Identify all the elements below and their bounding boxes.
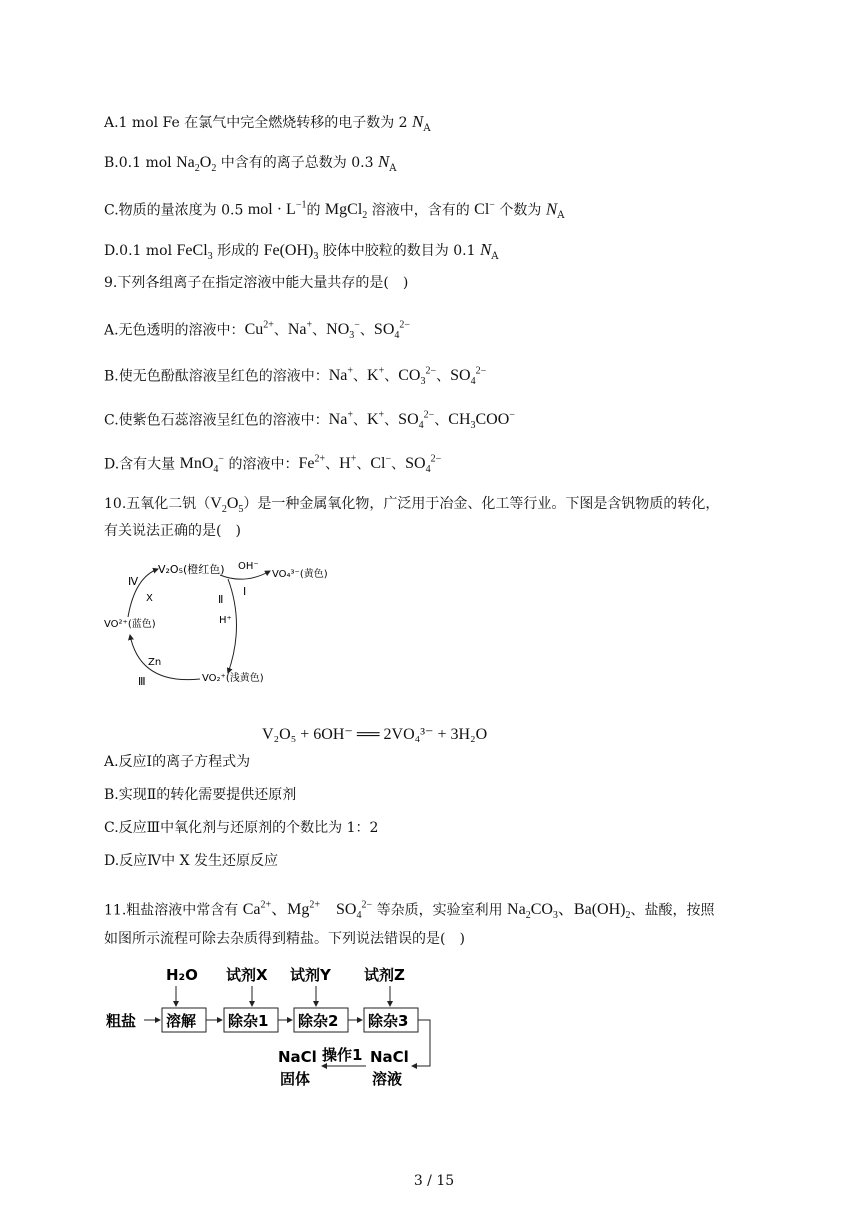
label-nacl-solution-2: 溶液 [372,1070,403,1088]
label-r3: Ⅲ [138,675,146,688]
q10-equation: V₂O₅ + 6OH⁻ ══ 2VO₄³⁻ + 3H₂O [262,726,488,743]
label-oh: OH⁻ [238,561,259,572]
q10-stem-line1: 10.五氧化二钒$(V_2O_5)$是一种金属氧化物，广泛用于冶金、化工等行业。下图是含钒物质的转化， [104,495,720,516]
label-nacl-solution-1: NaCl [370,1048,409,1066]
label-nacl-solid-2: 固体 [280,1070,311,1088]
node-vo4: VO₄³⁻(黄色) [272,569,328,580]
q11-stem-line2: 如图所示流程可除去杂质得到精盐。下列说法错误的是( ) [104,931,465,947]
q10-option-c: C.反应Ⅲ中氧化剂与还原剂的个数比为 1：2 [104,820,379,836]
q8-option-d: D.0.1 mol FeCl$_3$ 形成的 $Fe(OH)_3$ 胶体中胶粒的数目为 0.1 $N_A$ [104,240,499,263]
q10-option-a: A.反应Ⅰ的离子方程式为 [104,754,251,770]
label-r2: Ⅱ [218,593,224,606]
node-vo2: VO₂⁺(浅黄色) [202,673,264,684]
label-zn: Zn [148,657,162,668]
node-vo2plus: VO²⁺(蓝色) [104,619,156,630]
svg-text:溶解: 溶解 [166,1012,197,1030]
label-nacl-solid-1: NaCl [278,1048,317,1066]
vanadium-conversion-diagram [100,555,360,695]
label-water: H₂O [166,966,198,984]
label-crude-salt: 粗盐 [106,1012,137,1030]
q8-option-c: C.物质的量浓度为 0.5 mol · $L^{-1}$的 MgCl$_2$ 溶液中，含有的 Cl− 个数为 $N_A$ [104,199,565,222]
q10-option-d: D.反应Ⅳ中 X 发生还原反应 [104,853,279,869]
arrow-reaction-1 [220,571,270,579]
q9-option-c: C.使紫色石蕊溶液呈红色的溶液中：Na+、K+、$SO_4^{2-}$、$CH_3COO^-$ [104,410,515,432]
node-v2o5: V₂O₅(橙红色) [158,563,225,576]
label-reagent-z: 试剂Z [364,966,405,984]
label-x: X [146,593,153,604]
label-operation-1: 操作1 [322,1046,363,1064]
arrow-reaction-2 [228,579,237,673]
q8-option-a: A.1 mol Fe 在氯气中完全燃烧转移的电子数为 2 $N_A$ [104,112,431,134]
page-number: 3 / 15 [413,1173,455,1189]
label-reagent-x: 试剂X [226,966,268,984]
label-r4: Ⅳ [128,575,139,588]
label-reagent-y: 试剂Y [290,966,331,984]
q9-option-a: A.无色透明的溶液中：$Cu^{2+}$、Na+、$NO_3^-$、$SO_4^{2-}$ [104,320,411,342]
q11-stem-line1: 11.粗盐溶液中常含有 $Ca^{2+}$、$Mg^{2+}$ $SO_4^{2-}$ 等杂质，实验室利用 $Na_2CO_3$、$Ba(OH)_2$、盐酸，按照 [104,900,715,922]
q8-option-b: B.0.1 mol $Na_2O_2$ 中含有的离子总数为 0.3 $N_A$ [104,152,397,175]
salt-purification-flowchart [100,962,445,1092]
label-h: H⁺ [219,615,232,626]
q10-stem-line2: 有关说法正确的是( ) [104,523,241,539]
q9-option-d: D.含有大量 MnO$_4$− 的溶液中：$Fe^{2+}$、H+、Cl−、$SO_4^{2-}$ [104,454,442,476]
label-r1: Ⅰ [243,585,247,598]
q10-option-b: B.实现Ⅱ的转化需要提供还原剂 [104,787,297,803]
svg-text:除杂3: 除杂3 [368,1012,409,1030]
svg-text:除杂1: 除杂1 [228,1012,269,1030]
svg-text:除杂2: 除杂2 [298,1012,339,1030]
q9-option-b: B.使无色酚酞溶液呈红色的溶液中：Na+、K+、$CO_3^{2-}$、$SO_4^{2-}$ [104,366,487,388]
q9-stem: 9.下列各组离子在指定溶液中能大量共存的是( ) [104,275,409,291]
arrow-reaction-3 [130,635,200,680]
